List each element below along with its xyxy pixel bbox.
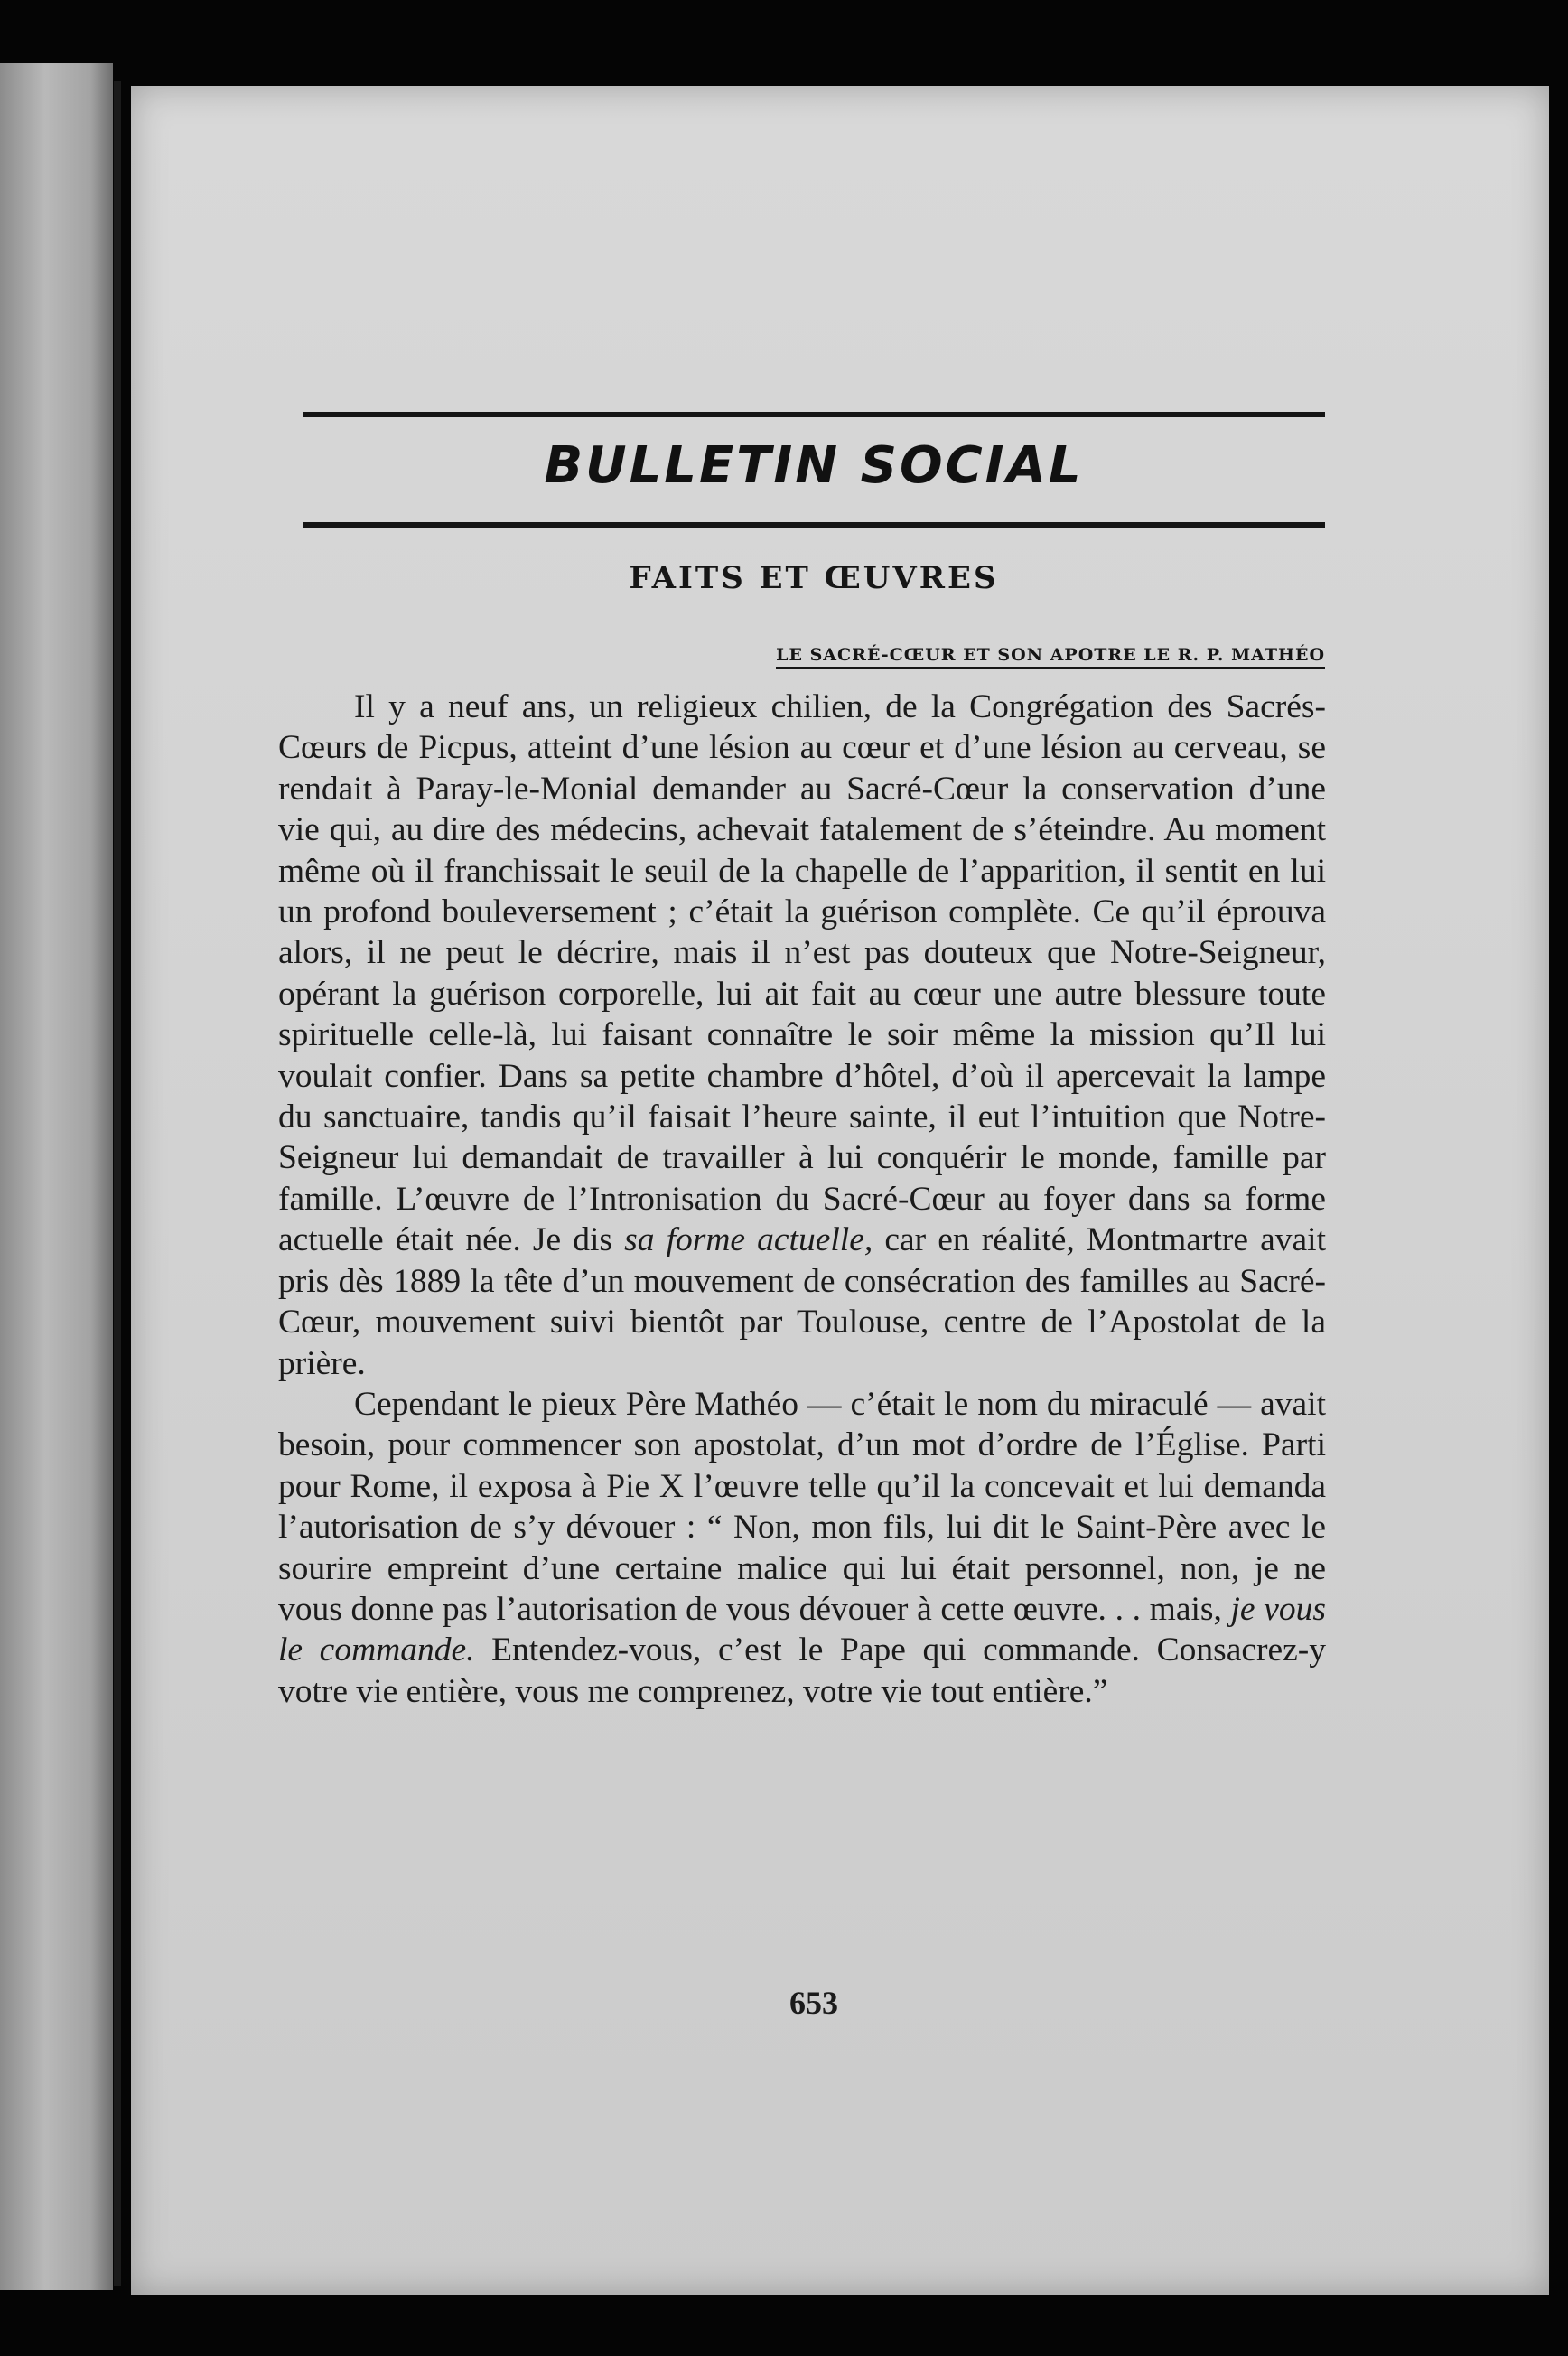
page-number: 653 [789, 1985, 838, 2021]
article-heading: LE SACRÉ-CŒUR ET SON APOTRE LE R. P. MATHÉO [776, 645, 1325, 669]
section-heading: FAITS ET ŒUVRES [629, 560, 999, 596]
title-rule-bottom [303, 522, 1325, 528]
gutter-shadow [114, 81, 121, 2286]
article-body [278, 687, 1326, 1712]
paragraph-text: car en réalité, Montmartre avait pris dès 1889 la tête d’un mouvement de consécration des familles au Sacré-Cœur, mouvement suivi bientôt par Toulouse, centre de l’Apostolat de la prière. [278, 1221, 1326, 1382]
paragraph-text: Entendez-vous, c’est le Pape qui commande. Consacrez-y votre vie entière, vous me comprenez, votre vie tout entière.” [278, 1631, 1327, 1710]
italic-phrase: sa forme actuelle, [624, 1221, 873, 1259]
title-rule-top [303, 412, 1325, 417]
bulletin-title: BULLETIN SOCIAL [544, 436, 1084, 495]
paragraph [278, 1384, 1326, 1712]
paragraph [278, 687, 1326, 1384]
italic-phrase: je vous le commande. [278, 1590, 1326, 1669]
adjacent-page-edge [0, 63, 113, 2290]
paragraph-text: Il y a neuf ans, un religieux chilien, de la Congrégation des Sacrés-Cœurs de Picpus, atteint d’une lésion au cœur et d’une lésion au cerveau, se rendait à Paray-le-Monial demander au Sacré-Cœur la conservation d’une vie qui, au dire des médecins, achevait fatalement de s’éteindre. Au moment même où il franchissait le seuil de la chapelle de l’apparition, il sentit en lui un profond bouleversement ; c’était la guérison complète. Ce qu’il éprouva alors, il ne peut le décrire, mais il n’est pas douteux que Notre-Seigneur, opérant la guérison corporelle, lui ait fait au cœur une autre blessure toute spirituelle celle-là, lui faisant connaître le soir même la mission qu’Il lui voulait confier. Dans sa petite chambre d’hôtel, d’où il apercevait la lampe du sanctuaire, tandis qu’il faisait l’heure sainte, il eut l’intuition que Notre-Seigneur lui demandait de travailler à lui conquérir le monde, famille par famille. L’œuvre de l’Intronisation du Sacré-Cœur au foyer dans sa forme actuelle était née. Je dis [278, 688, 1326, 1259]
paragraph-text: Cependant le pieux Père Mathéo — c’était le nom du miraculé — avait besoin, pour commencer son apostolat, d’un mot d’ordre de l’Église. Parti pour Rome, il exposa à Pie X l’œuvre telle qu’il la concevait et lui demanda l’autorisation de s’y dévouer : “ Non, mon fils, lui dit le Saint-Père avec le sourire empreint d’une certaine malice qui lui était personnel, non, je ne vous donne pas l’autorisation de vous dévouer à cette œuvre. . . mais, [278, 1385, 1326, 1628]
